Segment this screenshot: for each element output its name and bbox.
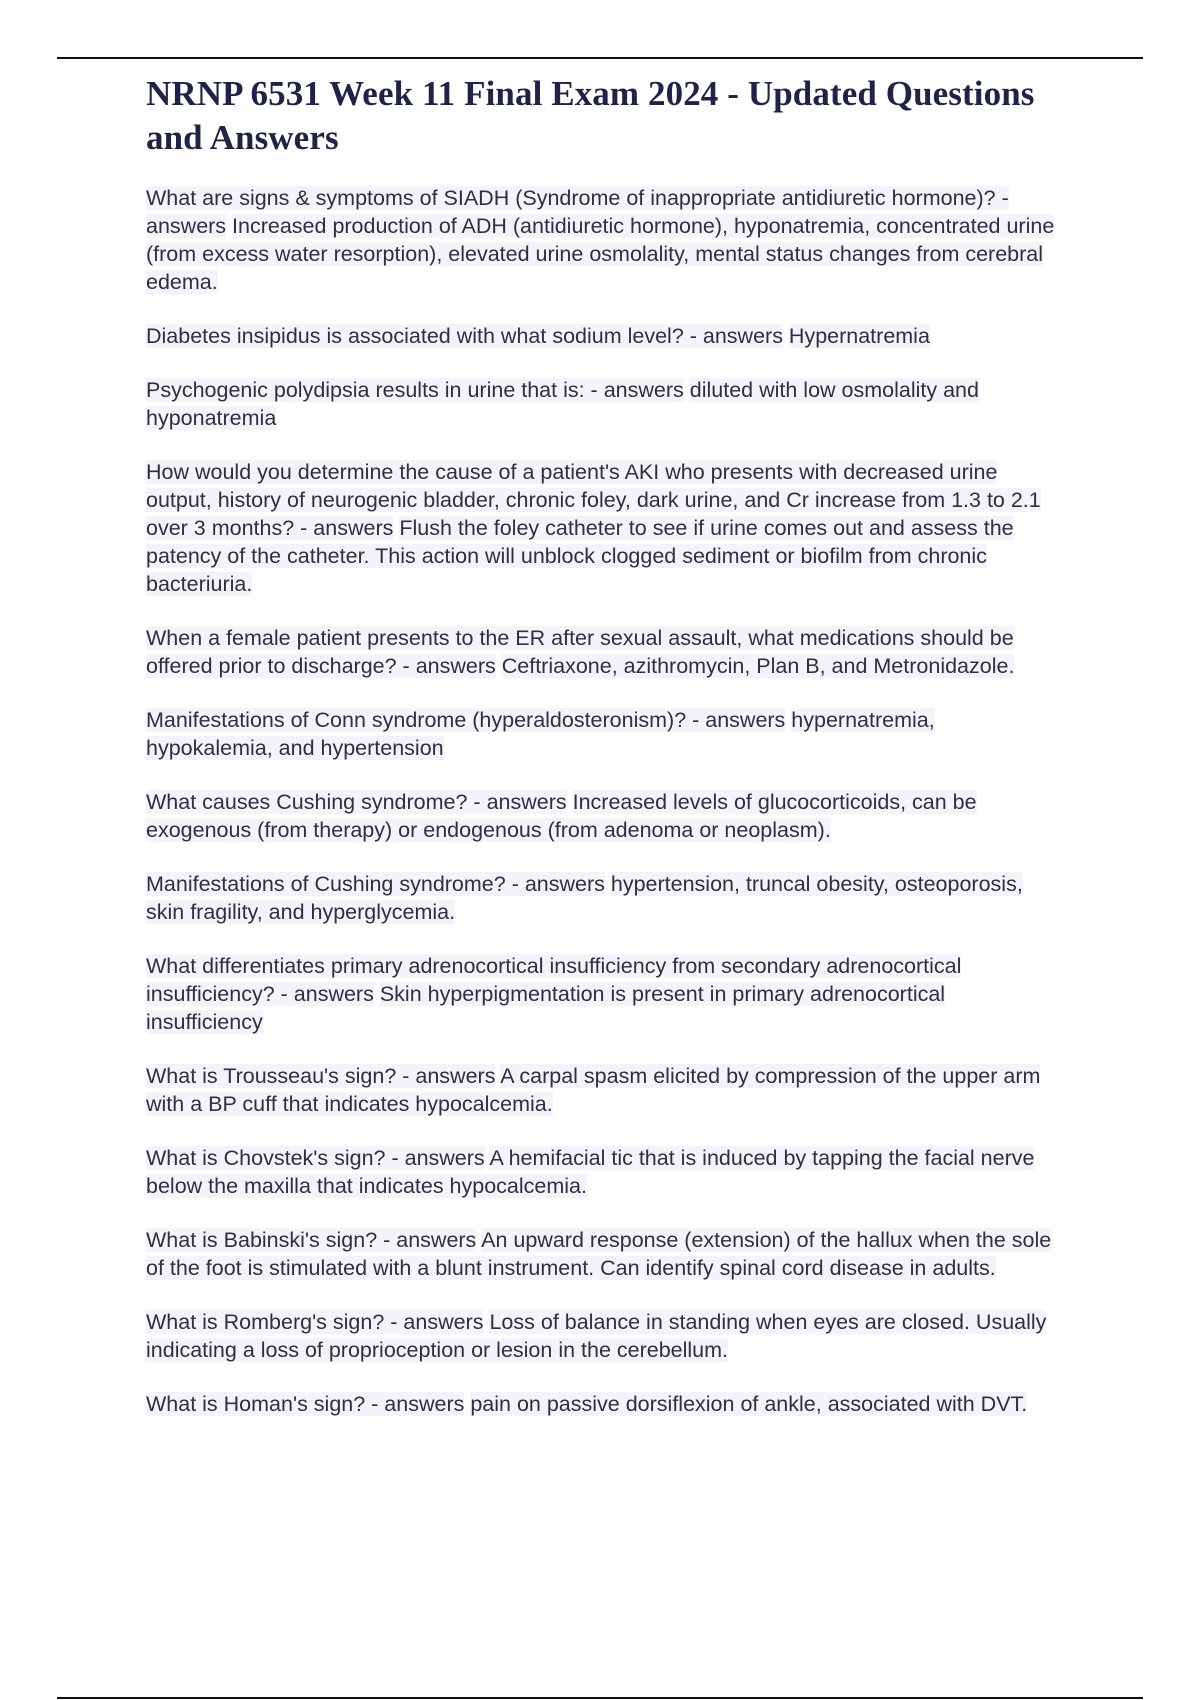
question-text: What is Chovstek's sign? - answers (146, 1146, 485, 1170)
qa-item-6 (146, 706, 1066, 762)
document-title: NRNP 6531 Week 11 Final Exam 2024 - Updated Questions and Answers (146, 74, 1035, 157)
qa-item-7 (146, 788, 1066, 844)
qa-item-3 (146, 376, 1066, 432)
answer-text: A carpal spasm elicited by compression of the upper arm with a BP cuff that indicates hypocalcemia. (146, 1064, 1041, 1116)
question-text: What is Romberg's sign? - answers (146, 1310, 484, 1334)
qa-item-2 (146, 322, 1066, 350)
question-text: What is Homan's sign? - answers (146, 1392, 465, 1416)
answer-text: Flush the foley catheter to see if urine comes out and assess the patency of the catheter. This action will unblock clogged sediment or biofilm from chronic bacteriuria. (146, 516, 1014, 596)
answer-text: Ceftriaxone, azithromycin, Plan B, and Metronidazole. (501, 654, 1015, 678)
answer-text: Increased production of ADH (antidiuretic hormone), hyponatremia, concentrated urine (from excess water resorption), elevated urine osmolality, mental status changes from cerebral edema. (146, 214, 1055, 294)
question-text: How would you determine the cause of a patient's AKI who presents with decreased urine output, history of neurogenic bladder, chronic foley, dark urine, and Cr increase from 1.3 to 2.1 over 3 months? - answers (146, 460, 1041, 540)
answer-text: Hypernatremia (788, 324, 930, 348)
answer-text: An upward response (extension) of the hallux when the sole of the foot is stimulated with a blunt instrument. Can identify spinal cord disease in adults. (146, 1228, 1052, 1280)
question-text: Diabetes insipidus is associated with what sodium level? - answers (146, 324, 783, 348)
qa-item-12 (146, 1226, 1066, 1282)
qa-item-13 (146, 1308, 1066, 1364)
question-text: What differentiates primary adrenocortical insufficiency from secondary adrenocortical insufficiency? - answers (146, 954, 962, 1006)
qa-item-4 (146, 458, 1066, 598)
answer-text: Loss of balance in standing when eyes are closed. Usually indicating a loss of proprioception or lesion in the cerebellum. (146, 1310, 1047, 1362)
answer-text: diluted with low osmolality and hyponatremia (146, 378, 979, 430)
qa-item-1 (146, 184, 1066, 296)
answer-text: pain on passive dorsiflexion of ankle, associated with DVT. (470, 1392, 1028, 1416)
document-page (146, 72, 1066, 1444)
question-text: What is Babinski's sign? - answers (146, 1228, 477, 1252)
qa-item-5 (146, 624, 1066, 680)
qa-item-9 (146, 952, 1066, 1036)
answer-text: hypertension, truncal obesity, osteoporosis, skin fragility, and hyperglycemia. (146, 872, 1023, 924)
question-text: When a female patient presents to the ER after sexual assault, what medications should be offered prior to discharge? - answers (146, 626, 1014, 678)
qa-item-11 (146, 1144, 1066, 1200)
answer-text: A hemifacial tic that is induced by tapping the facial nerve below the maxilla that indicates hypocalcemia. (146, 1146, 1035, 1198)
question-text: What are signs & symptoms of SIADH (Syndrome of inappropriate antidiuretic hormone)? - answers (146, 186, 1009, 238)
question-text: Manifestations of Cushing syndrome? - answers (146, 872, 605, 896)
top-divider (57, 57, 1143, 59)
answer-text: Increased levels of glucocorticoids, can be exogenous (from therapy) or endogenous (from adenoma or neoplasm). (146, 790, 977, 842)
bottom-divider (57, 1697, 1143, 1699)
question-text: Manifestations of Conn syndrome (hyperaldosteronism)? - answers (146, 708, 786, 732)
qa-item-8 (146, 870, 1066, 926)
answer-text: Skin hyperpigmentation is present in primary adrenocortical insufficiency (146, 982, 946, 1034)
question-text: What is Trousseau's sign? - answers (146, 1064, 496, 1088)
qa-list (146, 184, 1066, 1418)
question-text: What causes Cushing syndrome? - answers (146, 790, 567, 814)
qa-item-10 (146, 1062, 1066, 1118)
question-text: Psychogenic polydipsia results in urine that is: - answers (146, 378, 684, 402)
qa-item-14 (146, 1390, 1066, 1418)
answer-text: hypernatremia, hypokalemia, and hypertension (146, 708, 935, 760)
